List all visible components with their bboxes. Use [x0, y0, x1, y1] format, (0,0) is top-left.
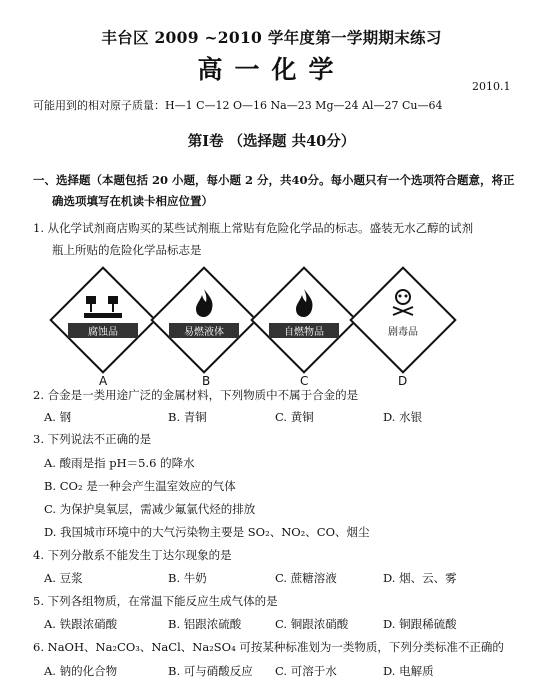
section-title: 第Ⅰ卷 （选择题 共40分）	[187, 133, 356, 150]
q4-option-b[interactable]: B. 牛奶	[168, 571, 207, 585]
subject-title: 高一化学	[197, 55, 346, 84]
q5-option-a[interactable]: A. 铁跟浓硝酸	[44, 617, 118, 631]
q3-option-a[interactable]: A. 酸雨是指 pH＝5.6 的降水	[44, 456, 195, 470]
q4-option-d[interactable]: D. 烟、云、雾	[383, 571, 457, 585]
question-1-line2: 瓶上所贴的危险化学品标志是	[52, 243, 202, 257]
skull-icon	[389, 287, 417, 317]
hazard-label-c: 自燃物品	[269, 323, 339, 338]
flame-icon	[290, 287, 318, 319]
atomic-masses: 可能用到的相对原子质量：H—1 C—12 O—16 Na—23 Mg—24 Al—27 Cu—64	[33, 99, 443, 112]
hazard-label-b: 易燃液体	[169, 323, 239, 338]
exam-title: 丰台区 2009 ~2010 学年度第一学期期末练习	[101, 28, 442, 47]
corrosive-icon	[82, 292, 124, 320]
q2-option-b[interactable]: B. 青铜	[168, 410, 207, 424]
q6-option-a[interactable]: A. 钠的化合物	[44, 664, 118, 678]
section-instruction-line1: 一、选择题（本题包括 20 小题，每小题 2 分，共40分。每小题只有一个选项符合题意，将正	[33, 173, 515, 187]
section-instruction-line2: 确选项填写在机读卡相应位置）	[52, 194, 213, 208]
q2-option-c[interactable]: C. 黄铜	[275, 410, 314, 424]
q3-option-c[interactable]: C. 为保护臭氧层，需减少氟氯代烃的排放	[44, 502, 256, 516]
q2-option-a[interactable]: A. 钢	[44, 410, 72, 424]
q5-option-d[interactable]: D. 铜跟稀硫酸	[383, 617, 457, 631]
hazard-label-d: 剧毒品	[388, 327, 418, 338]
question-6: 6. NaOH、Na₂CO₃、NaCl、Na₂SO₄ 可按某种标准划为一类物质，下列分类标准不正确的	[33, 640, 504, 654]
hazard-letter-d: D	[398, 374, 408, 388]
q3-option-b[interactable]: B. CO₂ 是一种会产生温室效应的气体	[44, 479, 236, 493]
question-1-line1: 1. 从化学试剂商店购买的某些试剂瓶上常贴有危险化学品的标志。盛装无水乙醇的试剂	[33, 221, 474, 235]
question-5: 5. 下列各组物质，在常温下能反应生成气体的是	[33, 594, 278, 608]
q4-option-a[interactable]: A. 豆浆	[44, 571, 83, 585]
hazard-letter-b: B	[202, 374, 211, 388]
q6-option-b[interactable]: B. 可与硝酸反应	[168, 664, 253, 678]
q4-option-c[interactable]: C. 蔗糖溶液	[275, 571, 337, 585]
flame-icon	[190, 287, 218, 319]
q6-option-d[interactable]: D. 电解质	[383, 664, 434, 678]
hazard-letter-c: C	[300, 374, 309, 388]
q3-option-d[interactable]: D. 我国城市环境中的大气污染物主要是 SO₂、NO₂、CO、烟尘	[44, 525, 370, 539]
q5-option-b[interactable]: B. 铝跟浓硫酸	[168, 617, 242, 631]
q5-option-c[interactable]: C. 铜跟浓硝酸	[275, 617, 349, 631]
question-4: 4. 下列分散系不能发生丁达尔现象的是	[33, 548, 232, 562]
question-3: 3. 下列说法不正确的是	[33, 432, 152, 446]
exam-date: 2010.1	[472, 80, 511, 93]
q2-option-d[interactable]: D. 水银	[383, 410, 423, 424]
q6-option-c[interactable]: C. 可溶于水	[275, 664, 337, 678]
hazard-letter-a: A	[99, 374, 108, 388]
question-2: 2. 合金是一类用途广泛的金属材料，下列物质中不属于合金的是	[33, 388, 359, 402]
hazard-label-a: 腐蚀品	[68, 323, 138, 338]
